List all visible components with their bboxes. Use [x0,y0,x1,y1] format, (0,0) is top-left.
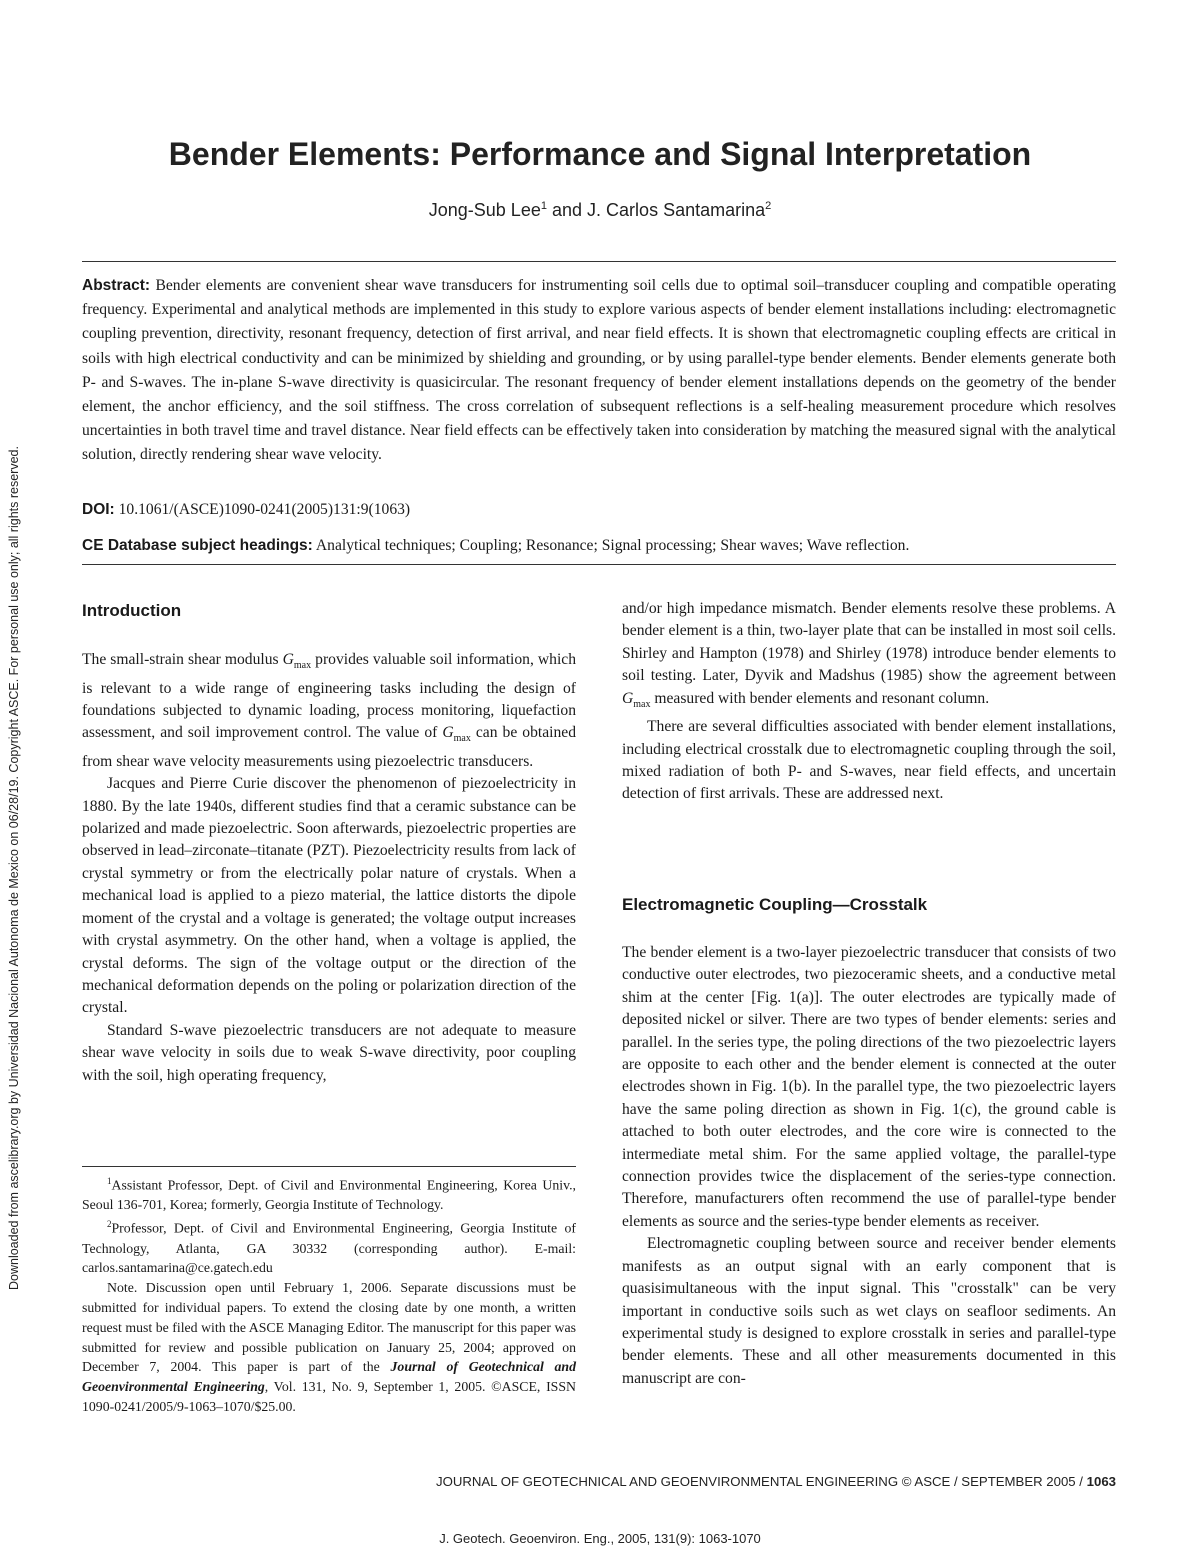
subject-value: Analytical techniques; Coupling; Resonance; Signal processing; Shear waves; Wave reflection. [315,537,910,554]
footnote-1: $^1$Assistant Professor, Dept. of Civil and Environmental Engineering, Korea Univ., Seoul 136-701, Korea; formerly, Georgia Institute of Technology. [82,1176,576,1213]
intro-paragraph-1: The small-strain shear modulus $G_{max}$ provides valuable soil information, which is relevant to a wide range of engineering tasks including the design of foundations subjected to dynamic loading, process monitoring, liquefaction assessment, and soil improvement control. The value of $G_{max}$ can be obtained from shear wave velocity measurements using piezoelectric transducers. [82,651,576,770]
intro-paragraph-2: Jacques and Pierre Curie discover the phenomenon of piezoelectricity in 1880. By the late 1940s, different studies find that a ceramic substance can be polarized and made piezoelectric. Soon afterwards, piezoelectric properties are observed in lead–zirconate–titanate (PZT). Piezoelectricity results from lack of crystal symmetry or from the electrically polar nature of crystals. When a mechanical load is applied to a piezo material, the lattice distorts the dipole moment of the crystal and a voltage is generated; the voltage output increases with crystal asymmetry. On the other hand, when a voltage is applied, the crystal deforms. The sign of the voltage output or the direction of the mechanical deformation depends on the poling or polarization direction of the crystal. [82,775,576,1017]
top-rule [82,261,1116,262]
citation-line: J. Geotech. Geoenviron. Eng., 2005, 131(9): 1063-1070 [439,1531,761,1546]
author-line [0,200,1200,221]
doi-value[interactable]: 10.1061/(ASCE)1090-0241(2005)131:9(1063) [118,501,411,518]
subject-label: CE Database subject headings: [82,537,313,554]
author-2-mark: 2 [765,200,772,212]
discussion-note: Note. Discussion open until February 1, 2006. Separate discussions must be submitted for individual papers. To extend the closing date by one month, a written request must be filed with the ASCE Managing Editor. The manuscript for this paper was submitted for review and possible publication on January 25, 2004; approved on December 7, 2004. This paper is part of the Journal of Geotechnical and Geoenvironmental Engineering, Vol. 131, No. 9, September 1, 2005. ©ASCE, ISSN 1090-0241/2005/9-1063–1070/$25.00. [82,1280,576,1414]
section-heading-electromagnetic-coupling: Electromagnetic Coupling—Crosstalk [622,895,928,914]
author-joiner: and [551,200,583,220]
footer-journal: JOURNAL OF GEOTECHNICAL AND GEOENVIRONMENTAL ENGINEERING © ASCE / SEPTEMBER 2005 / [435,1474,1083,1489]
abstract-text: Bender elements are convenient shear wave transducers for instrumenting soil cells due to optimal soil–transducer coupling and compatible operating frequency. Experimental and analytical methods are implemented in this study to explore various aspects of bender element installations including: electromagnetic coupling prevention, directivity, resonant frequency, detection of first arrival, and near field effects. It is shown that electromagnetic coupling effects are critical in soils with high electrical conductivity and can be minimized by shielding and grounding, or by using parallel-type bender elements. Bender elements generate both P- and S-waves. The in-plane S-wave directivity is quasicircular. The resonant frequency of bender element installations depends on the geometry of the bender element, the anchor efficiency, and the soil stiffness. The cross correlation of subsequent reflections is a self-healing measurement procedure which resolves uncertainties in both travel time and travel distance. Near field effects can be effectively taken into consideration by matching the measured signal with the analytical solution, directly rendering shear wave velocity. [82,277,1117,464]
author-2: J. Carlos Santamarina [587,200,766,220]
right-column-top [622,598,1116,806]
left-column [82,649,576,1087]
right-paragraph-3: The bender element is a two-layer piezoelectric transducer that consists of two conductive outer electrodes, two piezoceramic sheets, and a conductive metal shim at the center [Fig. 1(a)]. The outer electrodes are typically made of deposited nickel or silver. There are two types of bender elements: series and parallel. In the series type, the poling directions of the two piezoelectric layers are opposite to each other and the bender element is connected at the outer electrodes shown in Fig. 1(b). In the parallel type, the two piezoelectric layers have the same poling direction as shown in Fig. 1(c), the ground cable is attached to both outer electrodes, and the core wire is connected to the intermediate metal shim. For the same applied voltage, the parallel-type connection provides twice the displacement of the series-type connection. Therefore, manufacturers often recommend the use of parallel-type bender elements as source and the series-type bender elements as receiver. [622,944,1116,1230]
right-column-bottom [622,942,1116,1390]
intro-paragraph-3: Standard S-wave piezoelectric transducers are not adequate to measure shear wave velocity in soils due to weak S-wave directivity, poor coupling with the soil, high operating frequency, [82,1021,576,1084]
doi-line [82,501,1116,519]
page-number: 1063 [1086,1474,1116,1489]
abstract-label: Abstract: [82,277,151,294]
author-1: Jong-Sub Lee [428,200,541,220]
section-heading-introduction: Introduction [82,601,182,620]
download-notice-text: Downloaded from ascelibrary.org by Universidad Nacional Autonoma de Mexico on 06/28/19. Copyright ASCE. For personal use only; all rights reserved. [7,446,21,1290]
journal-name: Journal of Geotechnical and Geoenvironmental Engineering [82,1359,576,1395]
subject-headings [82,537,1116,555]
paper-title: Bender Elements: Performance and Signal Interpretation [168,136,1032,172]
right-paragraph-1: and/or high impedance mismatch. Bender elements resolve these problems. A bender element is a thin, two-layer plate that can be installed in most soil cells. Shirley and Hampton (1978) and Shirley (1978) introduce bender elements to soil testing. Later, Dyvik and Madshus (1985) show the agreement between $G_{max}$ measured with bender elements and resonant column. [622,600,1116,710]
right-paragraph-4: Electromagnetic coupling between source and receiver bender elements manifests as an output signal with an early component that is quasisimultaneous with the input signal. This "crosstalk" can be very important in conductive soils such as wet clays on seafloor sediments. An experimental study is designed to explore crosstalk in series and parallel-type bender elements. These and all other measurements documented in this manuscript are con- [622,1235,1116,1387]
right-paragraph-2: There are several difficulties associated with bender element installations, including electrical crosstalk due to electromagnetic coupling through the soil, mixed radiation of both P- and S-waves, near field effects, and uncertain detection of first arrivals. These are addressed next. [622,718,1116,803]
download-notice [3,290,27,1290]
doi-label: DOI: [82,501,115,518]
abstract [82,274,1116,468]
footnote-rule [82,1166,576,1167]
footnote-2: $^2$Professor, Dept. of Civil and Environmental Engineering, Georgia Institute of Technology, Atlanta, GA 30332 (corresponding author). E-mail: carlos.santamarina@ce.gatech.edu [82,1219,576,1276]
footnotes [82,1172,576,1417]
abstract-bottom-rule [82,564,1116,565]
author-1-mark: 1 [540,200,547,212]
running-footer [436,1474,1116,1489]
